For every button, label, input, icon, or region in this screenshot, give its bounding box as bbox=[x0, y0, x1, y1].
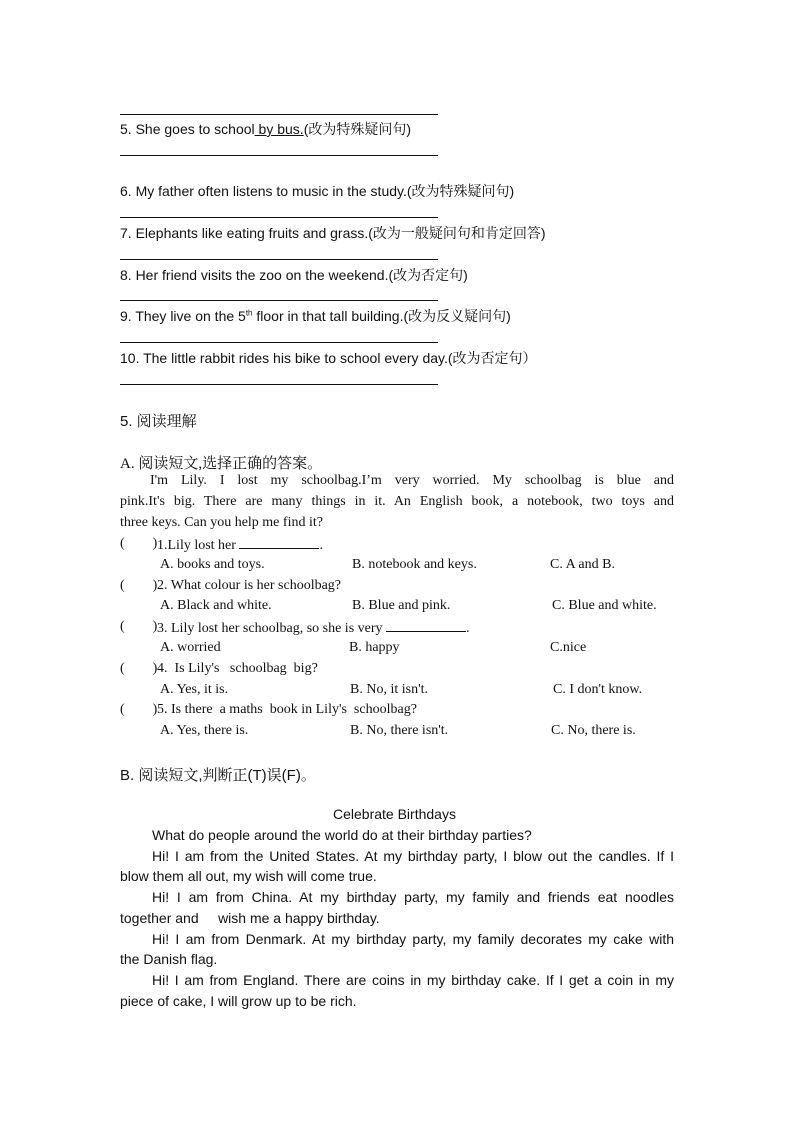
section-title: 5. 阅读理解 bbox=[120, 413, 197, 430]
question-stem: 5. Is there a maths book in Lily's schoolbag? bbox=[157, 702, 417, 717]
question-8: 8. Her friend visits the zoo on the weekend.(改为否定句) bbox=[120, 267, 468, 283]
answer-paren[interactable]: ( ) bbox=[120, 702, 158, 717]
part-a-heading: A. 阅读短文,选择正确的答案。 bbox=[120, 456, 323, 472]
question-stem: 2. What colour is her schoolbag? bbox=[157, 578, 342, 593]
passage-line: Hi! I am from Denmark. At my birthday party, my family decorates my cake with bbox=[152, 931, 674, 947]
answer-paren[interactable]: ( ) bbox=[120, 619, 158, 634]
question-text: 9. They live on the 5 bbox=[120, 308, 246, 324]
answer-line bbox=[120, 300, 438, 301]
question-7: 7. Elephants like eating fruits and grass.(改为一般疑问句和肯定回答) bbox=[120, 225, 546, 241]
answer-paren[interactable]: ( ) bbox=[120, 536, 158, 551]
ordinal-suffix: th bbox=[245, 308, 253, 318]
option-a: A. Black and white. bbox=[160, 598, 272, 613]
answer-paren[interactable]: ( ) bbox=[120, 661, 158, 676]
question-stem: 1.Lily lost her . bbox=[157, 538, 323, 553]
option-b: B. No, there isn't. bbox=[350, 723, 449, 738]
stem-text: 1.Lily lost her bbox=[157, 538, 236, 553]
option-a: A. Yes, there is. bbox=[160, 723, 249, 738]
option-b: B. Blue and pink. bbox=[352, 598, 451, 613]
option-c: C. I don't know. bbox=[553, 682, 643, 697]
part-b-heading: B. 阅读短文,判断正(T)误(F)。 bbox=[120, 767, 316, 784]
option-c: C. Blue and white. bbox=[552, 598, 657, 613]
option-b: B. notebook and keys. bbox=[352, 557, 477, 572]
passage-line: three keys. Can you help me find it? bbox=[120, 515, 323, 530]
option-c: C.nice bbox=[550, 640, 587, 655]
passage-title: Celebrate Birthdays bbox=[333, 806, 456, 822]
answer-line bbox=[120, 155, 438, 156]
question-9 bbox=[120, 306, 511, 326]
question-text: floor in that tall building.(改为反义疑问句) bbox=[252, 308, 511, 324]
question-6: 6. My father often listens to music in the study.(改为特殊疑问句) bbox=[120, 183, 515, 199]
question-10: 10. The little rabbit rides his bike to school every day.(改为否定句） bbox=[120, 350, 537, 366]
answer-line bbox=[120, 217, 438, 218]
answer-paren[interactable]: ( ) bbox=[120, 578, 158, 593]
instruction-note: (改为特殊疑问句) bbox=[303, 121, 412, 137]
passage-line: Hi! I am from the United States. At my birthday party, I blow out the candles. If I bbox=[152, 848, 674, 864]
passage-line: I'm Lily. I lost my schoolbag.I’m very worried. My schoolbag is blue and bbox=[150, 473, 674, 488]
passage-line: together and wish me a happy birthday. bbox=[120, 910, 380, 926]
option-b: B. happy bbox=[349, 640, 400, 655]
question-stem: 4. Is Lily's schoolbag big? bbox=[157, 661, 318, 676]
answer-line bbox=[120, 342, 438, 343]
answer-line bbox=[120, 384, 438, 385]
option-a: A. Yes, it is. bbox=[160, 682, 229, 697]
passage-line: pink.It's big. There are many things in it. An English book, a notebook, two toys and bbox=[120, 494, 674, 509]
option-c: C. A and B. bbox=[550, 557, 615, 572]
passage-line: Hi! I am from England. There are coins in my birthday cake. If I get a coin in my bbox=[152, 972, 674, 988]
option-a: A. books and toys. bbox=[160, 557, 265, 572]
passage-line: blow them all out, my wish will come true. bbox=[120, 868, 377, 884]
question-text: 5. She goes to school bbox=[120, 121, 255, 137]
question-5 bbox=[120, 119, 411, 139]
option-b: B. No, it isn't. bbox=[350, 682, 428, 697]
answer-line bbox=[120, 114, 438, 115]
question-stem: 3. Lily lost her schoolbag, so she is very . bbox=[157, 621, 470, 636]
option-c: C. No, there is. bbox=[551, 723, 636, 738]
underlined-phrase: by bus. bbox=[254, 121, 304, 137]
passage-line: piece of cake, I will grow up to be rich. bbox=[120, 993, 357, 1009]
stem-text: 3. Lily lost her schoolbag, so she is very bbox=[157, 621, 383, 636]
blank-line bbox=[386, 619, 466, 632]
answer-line bbox=[120, 259, 438, 260]
passage-line: Hi! I am from China. At my birthday party, my family and friends eat noodles bbox=[152, 889, 674, 905]
option-a: A. worried bbox=[160, 640, 221, 655]
blank-line bbox=[239, 536, 319, 549]
passage-line: the Danish flag. bbox=[120, 951, 218, 967]
passage-line: What do people around the world do at their birthday parties? bbox=[152, 827, 532, 843]
